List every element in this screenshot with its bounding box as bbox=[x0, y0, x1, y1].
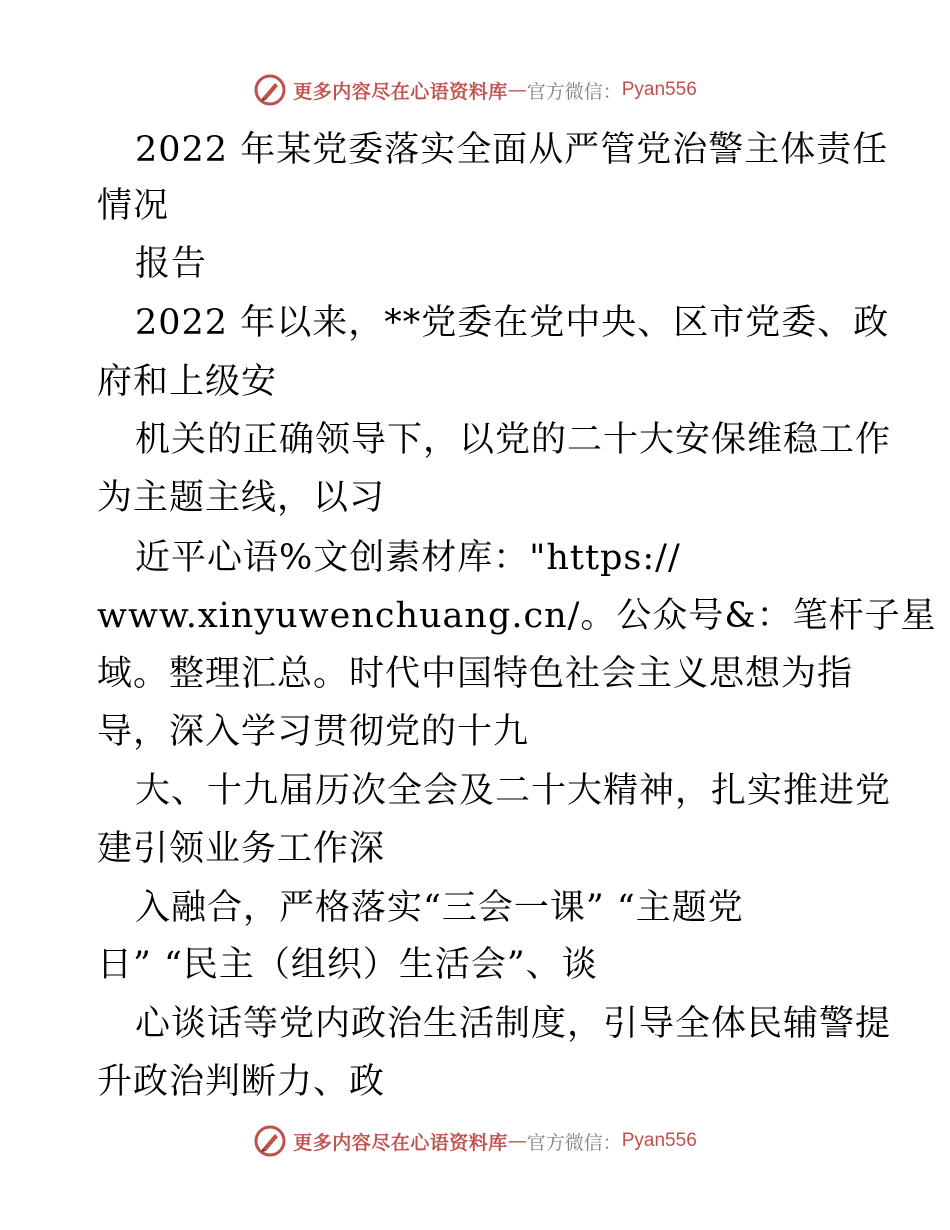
watermark-banner-top bbox=[0, 70, 950, 110]
watermark-wechat-id: Pyan556 bbox=[621, 1130, 697, 1151]
pen-logo-icon bbox=[253, 73, 287, 107]
doc-paragraph-line: 2022 年以来，**党委在党中央、区市党委、政 bbox=[135, 303, 890, 343]
doc-title-line-2: 情况 bbox=[97, 186, 170, 226]
doc-paragraph-line: 心谈话等党内政治生活制度，引导全体民辅警提 bbox=[135, 1004, 892, 1044]
doc-paragraph-line: 为主题主线，以习 bbox=[97, 478, 386, 518]
doc-paragraph-line: 机关的正确领导下，以党的二十大安保维稳工作 bbox=[135, 420, 892, 460]
watermark-wechat-label: 官方微信： bbox=[526, 80, 622, 103]
doc-paragraph-line: 域。整理汇总。时代中国特色社会主义思想为指 bbox=[97, 654, 854, 694]
doc-paragraph-line: 近平心语%文创素材库："https:// bbox=[135, 538, 681, 578]
doc-paragraph-line: 府和上级安 bbox=[97, 362, 278, 402]
watermark-text: 更多内容尽在心语资料库 bbox=[293, 80, 508, 103]
doc-paragraph-line: 升政治判断力、政 bbox=[97, 1062, 386, 1102]
watermark-banner-bottom bbox=[0, 1121, 950, 1161]
watermark-wechat-id: Pyan556 bbox=[621, 79, 697, 100]
doc-title-line-3: 报告 bbox=[135, 244, 208, 284]
doc-paragraph-line: 建引领业务工作深 bbox=[97, 829, 386, 869]
doc-paragraph-line: 入融合，严格落实“三会一课” “主题党 bbox=[135, 888, 744, 928]
watermark-separator: — bbox=[507, 79, 527, 101]
doc-paragraph-line: www.xinyuwenchuang.cn/。公众号&：笔杆子星 bbox=[97, 596, 937, 636]
doc-paragraph-line: 日” “民主（组织）生活会”、谈 bbox=[97, 945, 598, 985]
watermark-wechat-label: 官方微信： bbox=[526, 1131, 622, 1154]
watermark-separator: — bbox=[507, 1130, 527, 1152]
doc-paragraph-line: 大、十九届历次全会及二十大精神，扎实推进党 bbox=[135, 771, 892, 811]
watermark-text: 更多内容尽在心语资料库 bbox=[293, 1131, 508, 1154]
doc-paragraph-line: 导，深入学习贯彻党的十九 bbox=[97, 712, 530, 752]
doc-title-line-1: 2022 年某党委落实全面从严管党治警主体责任 bbox=[135, 130, 889, 170]
pen-logo-icon bbox=[253, 1124, 287, 1158]
